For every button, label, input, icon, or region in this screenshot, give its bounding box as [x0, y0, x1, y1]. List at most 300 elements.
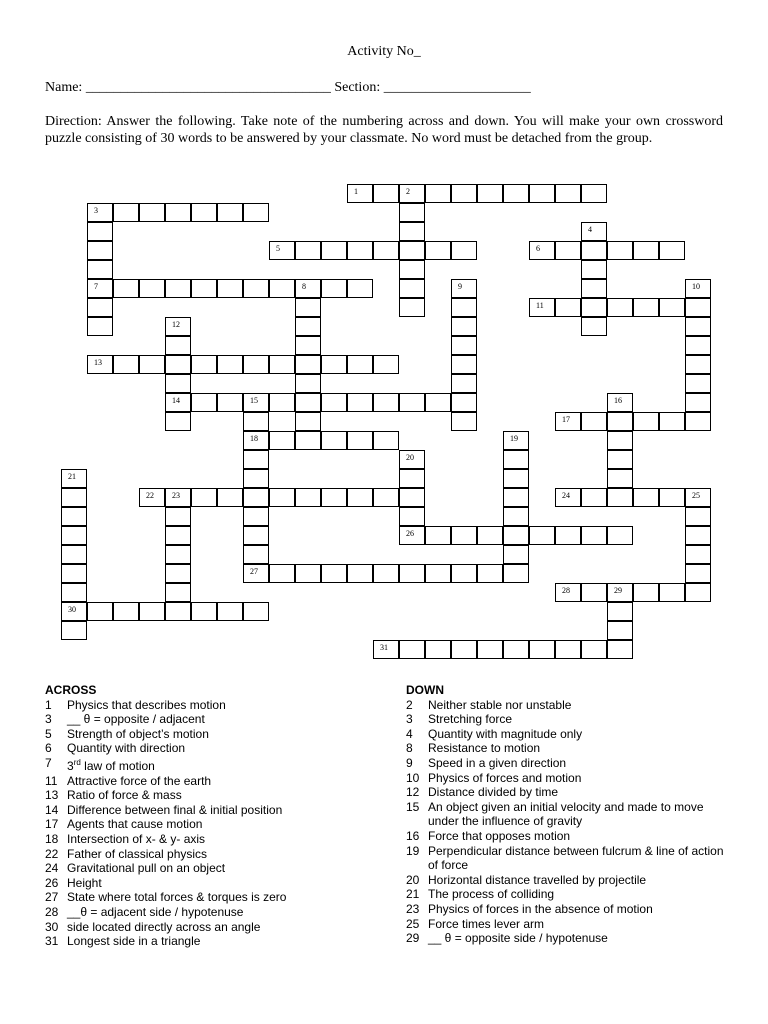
crossword-cell[interactable] [165, 488, 191, 507]
cell-number: 6 [536, 244, 540, 253]
crossword-cell[interactable] [347, 564, 373, 583]
clue-text: Force that opposes motion [428, 828, 571, 843]
clue-text: Neither stable nor unstable [428, 697, 572, 712]
crossword-cell[interactable] [581, 184, 607, 203]
crossword-cell[interactable] [295, 279, 321, 298]
crossword-cell[interactable] [373, 184, 399, 203]
crossword-cell[interactable] [607, 621, 633, 640]
crossword-cell[interactable] [295, 317, 321, 336]
crossword-cell[interactable] [503, 640, 529, 659]
crossword-cell[interactable] [477, 526, 503, 545]
crossword-cell[interactable] [425, 393, 451, 412]
clue-number: 3 [45, 712, 52, 727]
crossword-cell[interactable] [87, 298, 113, 317]
crossword-cell[interactable] [61, 564, 87, 583]
crossword-cell[interactable] [243, 488, 269, 507]
cell-number: 3 [94, 206, 98, 215]
cell-number: 25 [692, 491, 700, 500]
crossword-cell[interactable] [633, 241, 659, 260]
crossword-cell[interactable] [581, 412, 607, 431]
crossword-cell[interactable] [165, 203, 191, 222]
crossword-cell[interactable] [399, 393, 425, 412]
crossword-cell[interactable] [581, 488, 607, 507]
cell-number: 29 [614, 586, 622, 595]
clue-number: 8 [406, 741, 413, 756]
crossword-cell[interactable] [451, 564, 477, 583]
crossword-cell[interactable] [373, 241, 399, 260]
crossword-cell[interactable] [87, 602, 113, 621]
crossword-cell[interactable] [399, 260, 425, 279]
crossword-cell[interactable] [685, 374, 711, 393]
across-clue-7 [45, 756, 385, 774]
crossword-cell[interactable] [347, 279, 373, 298]
crossword-cell[interactable] [555, 488, 581, 507]
crossword-cell[interactable] [503, 431, 529, 450]
crossword-cell[interactable] [243, 393, 269, 412]
cell-number: 4 [588, 225, 592, 234]
crossword-cell[interactable] [399, 507, 425, 526]
crossword-cell[interactable] [685, 583, 711, 602]
crossword-cell[interactable] [87, 355, 113, 374]
crossword-cell[interactable] [165, 526, 191, 545]
across-clue-14 [45, 803, 385, 818]
crossword-cell[interactable] [659, 488, 685, 507]
across-clue-list [45, 698, 385, 949]
clue-number: 1 [45, 697, 52, 712]
clue-text: Strength of object’s motion [67, 726, 209, 741]
clue-text: side located directly across an angle [67, 919, 261, 934]
crossword-cell[interactable] [451, 412, 477, 431]
crossword-cell[interactable] [581, 298, 607, 317]
crossword-cell[interactable] [685, 298, 711, 317]
crossword-cell[interactable] [555, 526, 581, 545]
crossword-cell[interactable] [425, 640, 451, 659]
crossword-cell[interactable] [581, 222, 607, 241]
across-clue-18 [45, 832, 385, 847]
clue-text: Distance divided by time [428, 785, 559, 800]
crossword-cell[interactable] [61, 583, 87, 602]
clue-number: 9 [406, 755, 413, 770]
crossword-cell[interactable] [269, 431, 295, 450]
across-clue-24 [45, 861, 385, 876]
crossword-cell[interactable] [321, 488, 347, 507]
crossword-cell[interactable] [243, 507, 269, 526]
crossword-cell[interactable] [451, 526, 477, 545]
crossword-cell[interactable] [165, 412, 191, 431]
crossword-cell[interactable] [659, 241, 685, 260]
crossword-cell[interactable] [451, 241, 477, 260]
crossword-cell[interactable] [529, 184, 555, 203]
crossword-cell[interactable] [373, 640, 399, 659]
crossword-cell[interactable] [607, 241, 633, 260]
crossword-cell[interactable] [191, 393, 217, 412]
clue-number: 6 [45, 741, 52, 756]
cell-number: 7 [94, 282, 98, 291]
clue-text: Difference between final & initial position [67, 802, 283, 817]
crossword-cell[interactable] [269, 488, 295, 507]
cell-number: 9 [458, 282, 462, 291]
crossword-cell[interactable] [295, 241, 321, 260]
crossword-cell[interactable] [191, 203, 217, 222]
crossword-cell[interactable] [503, 545, 529, 564]
crossword-cell[interactable] [607, 640, 633, 659]
crossword-cell[interactable] [581, 317, 607, 336]
crossword-cell[interactable] [555, 412, 581, 431]
crossword-cell[interactable] [685, 336, 711, 355]
crossword-cell[interactable] [581, 279, 607, 298]
crossword-cell[interactable] [295, 564, 321, 583]
crossword-cell[interactable] [399, 450, 425, 469]
cell-number: 5 [276, 244, 280, 253]
crossword-cell[interactable] [633, 298, 659, 317]
crossword-cell[interactable] [217, 488, 243, 507]
crossword-cell[interactable] [243, 564, 269, 583]
crossword-cell[interactable] [61, 488, 87, 507]
clue-number: 5 [45, 726, 52, 741]
crossword-cell[interactable] [399, 203, 425, 222]
crossword-cell[interactable] [61, 526, 87, 545]
crossword-cell[interactable] [503, 564, 529, 583]
crossword-cell[interactable] [607, 526, 633, 545]
crossword-cell[interactable] [139, 355, 165, 374]
crossword-cell[interactable] [165, 545, 191, 564]
across-clue-28 [45, 905, 385, 920]
clue-number: 17 [45, 817, 59, 832]
crossword-cell[interactable] [165, 317, 191, 336]
crossword-cell[interactable] [477, 564, 503, 583]
crossword-cell[interactable] [399, 469, 425, 488]
crossword-cell[interactable] [321, 241, 347, 260]
crossword-cell[interactable] [87, 317, 113, 336]
crossword-cell[interactable] [87, 222, 113, 241]
crossword-cell[interactable] [633, 488, 659, 507]
crossword-cell[interactable] [399, 241, 425, 260]
crossword-cell[interactable] [555, 241, 581, 260]
crossword-cell[interactable] [373, 393, 399, 412]
crossword-cell[interactable] [399, 564, 425, 583]
down-clue-16 [406, 829, 736, 844]
crossword-cell[interactable] [295, 298, 321, 317]
crossword-cell[interactable] [555, 640, 581, 659]
crossword-cell[interactable] [191, 279, 217, 298]
across-clue-22 [45, 847, 385, 862]
crossword-cell[interactable] [269, 355, 295, 374]
crossword-cell[interactable] [217, 279, 243, 298]
clue-text: Speed in a given direction [428, 755, 567, 770]
crossword-cell[interactable] [373, 564, 399, 583]
crossword-cell[interactable] [217, 355, 243, 374]
crossword-cell[interactable] [633, 583, 659, 602]
crossword-cell[interactable] [321, 393, 347, 412]
clue-number: 24 [45, 861, 59, 876]
down-clue-10 [406, 771, 736, 786]
crossword-cell[interactable] [113, 602, 139, 621]
crossword-cell[interactable] [165, 564, 191, 583]
crossword-cell[interactable] [425, 564, 451, 583]
crossword-cell[interactable] [503, 184, 529, 203]
crossword-cell[interactable] [399, 222, 425, 241]
crossword-cell[interactable] [399, 526, 425, 545]
crossword-cell[interactable] [165, 583, 191, 602]
clue-text: The process of colliding [428, 887, 555, 902]
crossword-cell[interactable] [243, 469, 269, 488]
crossword-cell[interactable] [607, 298, 633, 317]
clue-number: 23 [406, 901, 420, 916]
crossword-cell[interactable] [451, 279, 477, 298]
crossword-cell[interactable] [607, 469, 633, 488]
crossword-cell[interactable] [87, 260, 113, 279]
crossword-cell[interactable] [685, 526, 711, 545]
crossword-cell[interactable] [373, 488, 399, 507]
clue-text: Physics that describes motion [67, 697, 226, 712]
crossword-cell[interactable] [659, 298, 685, 317]
crossword-cell[interactable] [243, 203, 269, 222]
crossword-cell[interactable] [113, 279, 139, 298]
crossword-cell[interactable] [113, 203, 139, 222]
clue-text: Height [67, 875, 102, 890]
cell-number: 2 [406, 187, 410, 196]
crossword-cell[interactable] [607, 583, 633, 602]
crossword-cell[interactable] [503, 469, 529, 488]
crossword-cell[interactable] [295, 393, 321, 412]
crossword-cell[interactable] [685, 545, 711, 564]
crossword-cell[interactable] [191, 488, 217, 507]
crossword-cell[interactable] [555, 298, 581, 317]
crossword-cell[interactable] [685, 412, 711, 431]
crossword-cell[interactable] [191, 355, 217, 374]
name-field[interactable]: ___________________________________ [85, 80, 331, 95]
crossword-cell[interactable] [529, 298, 555, 317]
clue-text: Physics of forces and motion [428, 770, 582, 785]
crossword-cell[interactable] [217, 203, 243, 222]
crossword-cell[interactable] [295, 374, 321, 393]
cell-number: 1 [354, 187, 358, 196]
crossword-cell[interactable] [451, 355, 477, 374]
crossword-cell[interactable] [295, 488, 321, 507]
clue-text: Quantity with direction [67, 741, 186, 756]
cell-number: 11 [536, 301, 544, 310]
crossword-cell[interactable] [477, 184, 503, 203]
crossword-cell[interactable] [373, 431, 399, 450]
crossword-cell[interactable] [269, 393, 295, 412]
crossword-cell[interactable] [321, 564, 347, 583]
across-clue-31 [45, 934, 385, 949]
crossword-cell[interactable] [503, 450, 529, 469]
crossword-cell[interactable] [295, 412, 321, 431]
crossword-cell[interactable] [581, 583, 607, 602]
down-clue-29 [406, 931, 736, 946]
crossword-cell[interactable] [399, 184, 425, 203]
cell-number: 10 [692, 282, 700, 291]
crossword-cell[interactable] [191, 602, 217, 621]
across-clue-27 [45, 890, 385, 905]
clue-text: __θ = adjacent side / hypotenuse [67, 904, 244, 919]
crossword-cell[interactable] [581, 526, 607, 545]
crossword-cell[interactable] [243, 602, 269, 621]
clue-number: 19 [406, 843, 420, 858]
clue-number: 2 [406, 697, 413, 712]
crossword-cell[interactable] [165, 507, 191, 526]
crossword-cell[interactable] [269, 279, 295, 298]
crossword-cell[interactable] [165, 279, 191, 298]
clue-text: __ θ = opposite / adjacent [67, 712, 205, 727]
crossword-cell[interactable] [451, 393, 477, 412]
crossword-cell[interactable] [61, 507, 87, 526]
crossword-cell[interactable] [451, 640, 477, 659]
cell-number: 8 [302, 282, 306, 291]
crossword-cell[interactable] [685, 564, 711, 583]
crossword-cell[interactable] [451, 317, 477, 336]
crossword-cell[interactable] [139, 279, 165, 298]
crossword-cell[interactable] [269, 564, 295, 583]
crossword-cell[interactable] [529, 241, 555, 260]
crossword-cell[interactable] [529, 640, 555, 659]
across-clue-3 [45, 712, 385, 727]
crossword-cell[interactable] [607, 450, 633, 469]
crossword-cell[interactable] [581, 260, 607, 279]
clue-text: Force times lever arm [428, 916, 545, 931]
crossword-cell[interactable] [61, 545, 87, 564]
crossword-cell[interactable] [61, 621, 87, 640]
crossword-cell[interactable] [165, 355, 191, 374]
crossword-cell[interactable] [607, 488, 633, 507]
crossword-cell[interactable] [139, 203, 165, 222]
cell-number: 28 [562, 586, 570, 595]
crossword-cell[interactable] [425, 184, 451, 203]
crossword-cell[interactable] [425, 526, 451, 545]
crossword-cell[interactable] [451, 184, 477, 203]
across-heading: ACROSS [45, 683, 97, 697]
crossword-cell[interactable] [243, 545, 269, 564]
crossword-cell[interactable] [477, 640, 503, 659]
crossword-cell[interactable] [295, 431, 321, 450]
crossword-cell[interactable] [347, 184, 373, 203]
crossword-cell[interactable] [347, 488, 373, 507]
down-clue-21 [406, 887, 736, 902]
crossword-cell[interactable] [295, 355, 321, 374]
crossword-cell[interactable] [347, 241, 373, 260]
cell-number: 31 [380, 643, 388, 652]
crossword-cell[interactable] [581, 241, 607, 260]
crossword-cell[interactable] [269, 241, 295, 260]
crossword-cell[interactable] [659, 412, 685, 431]
crossword-cell[interactable] [165, 374, 191, 393]
crossword-cell[interactable] [243, 355, 269, 374]
crossword-cell[interactable] [61, 602, 87, 621]
crossword-cell[interactable] [529, 526, 555, 545]
across-clue-11 [45, 774, 385, 789]
down-clue-19 [406, 844, 736, 873]
crossword-cell[interactable] [451, 298, 477, 317]
down-clue-25 [406, 917, 736, 932]
crossword-cell[interactable] [685, 507, 711, 526]
crossword-cell[interactable] [399, 298, 425, 317]
crossword-cell[interactable] [321, 279, 347, 298]
crossword-cell[interactable] [607, 602, 633, 621]
clue-text: Perpendicular distance between fulcrum & line of action of force [428, 843, 724, 873]
crossword-cell[interactable] [607, 412, 633, 431]
crossword-cell[interactable] [243, 431, 269, 450]
crossword-cell[interactable] [87, 279, 113, 298]
crossword-cell[interactable] [165, 393, 191, 412]
crossword-cell[interactable] [87, 241, 113, 260]
crossword-cell[interactable] [139, 488, 165, 507]
crossword-cell[interactable] [399, 279, 425, 298]
clue-number: 27 [45, 890, 59, 905]
crossword-cell[interactable] [451, 336, 477, 355]
crossword-cell[interactable] [217, 393, 243, 412]
clue-number: 29 [406, 931, 420, 946]
crossword-cell[interactable] [165, 336, 191, 355]
crossword-cell[interactable] [503, 488, 529, 507]
crossword-cell[interactable] [607, 393, 633, 412]
crossword-cell[interactable] [555, 184, 581, 203]
crossword-cell[interactable] [373, 355, 399, 374]
crossword-cell[interactable] [87, 203, 113, 222]
crossword-cell[interactable] [685, 355, 711, 374]
crossword-cell[interactable] [503, 507, 529, 526]
crossword-cell[interactable] [243, 279, 269, 298]
clue-text: Longest side in a triangle [67, 934, 201, 949]
crossword-cell[interactable] [61, 469, 87, 488]
crossword-cell[interactable] [685, 393, 711, 412]
crossword-cell[interactable] [685, 279, 711, 298]
crossword-cell[interactable] [347, 431, 373, 450]
crossword-cell[interactable] [347, 355, 373, 374]
crossword-cell[interactable] [321, 355, 347, 374]
crossword-cell[interactable] [113, 355, 139, 374]
crossword-cell[interactable] [451, 374, 477, 393]
crossword-cell[interactable] [217, 602, 243, 621]
crossword-cell[interactable] [243, 450, 269, 469]
crossword-cell[interactable] [685, 317, 711, 336]
crossword-cell[interactable] [347, 393, 373, 412]
crossword-cell[interactable] [503, 526, 529, 545]
crossword-cell[interactable] [633, 412, 659, 431]
crossword-cell[interactable] [399, 488, 425, 507]
down-clue-20 [406, 873, 736, 888]
crossword-cell[interactable] [165, 602, 191, 621]
crossword-cell[interactable] [607, 431, 633, 450]
across-clue-30 [45, 920, 385, 935]
down-clue-3 [406, 712, 736, 727]
crossword-cell[interactable] [243, 412, 269, 431]
cell-number: 12 [172, 320, 180, 329]
crossword-cell[interactable] [425, 241, 451, 260]
crossword-cell[interactable] [555, 583, 581, 602]
clue-number: 31 [45, 934, 59, 949]
crossword-cell[interactable] [399, 640, 425, 659]
clue-number: 30 [45, 919, 59, 934]
cell-number: 26 [406, 529, 414, 538]
clue-number: 10 [406, 770, 420, 785]
clue-number: 11 [45, 773, 58, 788]
crossword-cell[interactable] [321, 431, 347, 450]
section-field[interactable]: _____________________ [383, 80, 531, 95]
clue-number: 21 [406, 887, 420, 902]
crossword-cell[interactable] [685, 488, 711, 507]
crossword-cell[interactable] [295, 336, 321, 355]
crossword-cell[interactable] [243, 526, 269, 545]
crossword-cell[interactable] [659, 583, 685, 602]
cell-number: 14 [172, 396, 180, 405]
clue-text: __ θ = opposite side / hypotenuse [428, 931, 608, 946]
crossword-cell[interactable] [581, 640, 607, 659]
clue-number: 15 [406, 799, 420, 814]
cell-number: 23 [172, 491, 180, 500]
cell-number: 17 [562, 415, 570, 424]
crossword-cell[interactable] [139, 602, 165, 621]
